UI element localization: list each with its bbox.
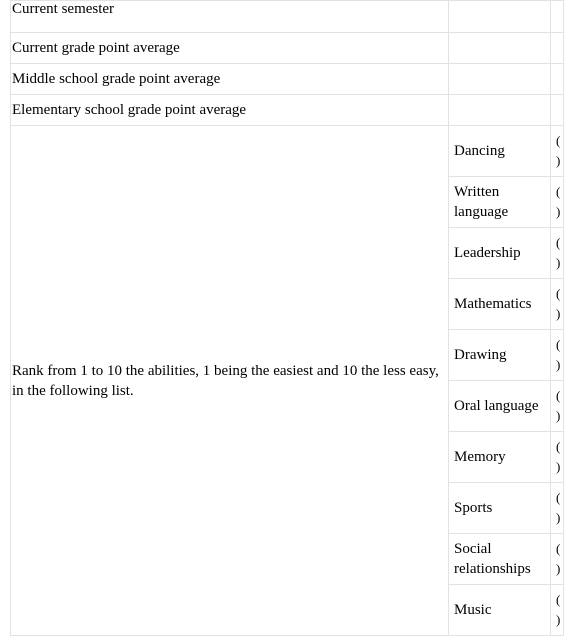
ability-label-memory: Memory <box>449 432 551 483</box>
question-current-gpa: Current grade point average <box>11 33 449 64</box>
answer-middle-school-gpa[interactable] <box>449 64 551 95</box>
close-paren: ) <box>556 306 561 321</box>
ability-label-music: Music <box>449 585 551 636</box>
question-elementary-school-gpa: Elementary school grade point average <box>11 95 449 126</box>
ability-label-mathematics: Mathematics <box>449 279 551 330</box>
close-paren: ) <box>556 561 561 576</box>
survey-table-container <box>10 0 563 636</box>
close-paren: ) <box>556 153 561 168</box>
open-paren: ( <box>556 235 561 250</box>
open-paren: ( <box>556 592 561 607</box>
ability-label-sports: Sports <box>449 483 551 534</box>
answer-extra-cell <box>551 1 564 33</box>
rank-slot-music[interactable] <box>551 585 564 636</box>
table-row <box>11 33 564 64</box>
table-row <box>11 126 564 177</box>
ability-label-dancing: Dancing <box>449 126 551 177</box>
close-paren: ) <box>556 510 561 525</box>
rank-slot-mathematics[interactable] <box>551 279 564 330</box>
open-paren: ( <box>556 541 561 556</box>
rank-slot-drawing[interactable] <box>551 330 564 381</box>
survey-table <box>10 0 564 636</box>
open-paren: ( <box>556 184 561 199</box>
answer-current-semester[interactable] <box>449 1 551 33</box>
ability-label-drawing: Drawing <box>449 330 551 381</box>
close-paren: ) <box>556 357 561 372</box>
open-paren: ( <box>556 337 561 352</box>
open-paren: ( <box>556 133 561 148</box>
question-current-semester: Current semester <box>11 1 449 33</box>
ability-label-oral-language: Oral language <box>449 381 551 432</box>
table-row <box>11 1 564 33</box>
rank-slot-memory[interactable] <box>551 432 564 483</box>
rank-slot-written-language[interactable] <box>551 177 564 228</box>
close-paren: ) <box>556 612 561 627</box>
answer-elementary-school-gpa[interactable] <box>449 95 551 126</box>
answer-extra-cell <box>551 33 564 64</box>
answer-extra-cell <box>551 95 564 126</box>
ability-label-social-relationships: Social relationships <box>449 534 551 585</box>
question-middle-school-gpa: Middle school grade point average <box>11 64 449 95</box>
rank-slot-leadership[interactable] <box>551 228 564 279</box>
question-rank-abilities: Rank from 1 to 10 the abilities, 1 being the easiest and 10 the less easy, in the following list. <box>11 126 449 636</box>
open-paren: ( <box>556 439 561 454</box>
table-row <box>11 95 564 126</box>
rank-slot-sports[interactable] <box>551 483 564 534</box>
answer-extra-cell <box>551 64 564 95</box>
close-paren: ) <box>556 459 561 474</box>
open-paren: ( <box>556 388 561 403</box>
ability-label-written-language: Written language <box>449 177 551 228</box>
close-paren: ) <box>556 204 561 219</box>
open-paren: ( <box>556 490 561 505</box>
ability-label-leadership: Leadership <box>449 228 551 279</box>
rank-slot-social-relationships[interactable] <box>551 534 564 585</box>
table-row <box>11 64 564 95</box>
rank-slot-oral-language[interactable] <box>551 381 564 432</box>
open-paren: ( <box>556 286 561 301</box>
answer-current-gpa[interactable] <box>449 33 551 64</box>
rank-slot-dancing[interactable] <box>551 126 564 177</box>
close-paren: ) <box>556 255 561 270</box>
close-paren: ) <box>556 408 561 423</box>
